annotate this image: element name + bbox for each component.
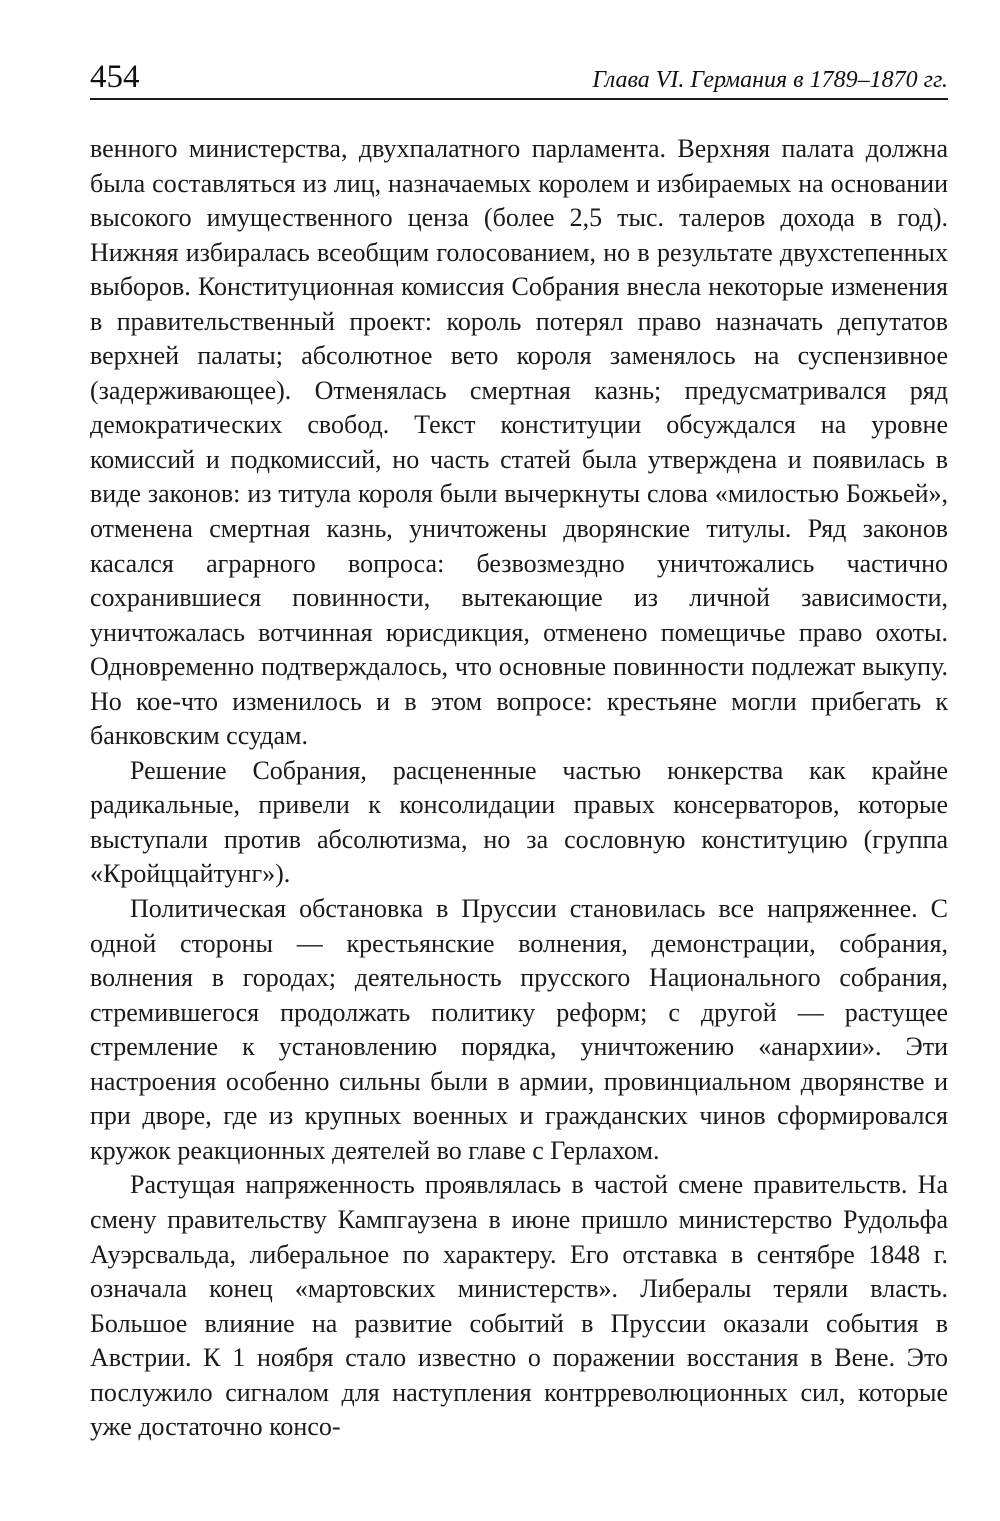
body-text bbox=[90, 132, 948, 1445]
paragraph-4: Растущая напряженность проявлялась в частой смене правительств. На смену правительству Кампгаузена в июне пришло министерство Рудольфа Ауэрсвальда, либеральное по характеру. Его отставка в сентябре 1848 г. означала конец «мартовских министерств». Либералы теряли власть. Большое влияние на развитие событий в Пруссии оказали события в Австрии. К 1 ноября стало известно о поражении восстания в Вене. Это послужило сигналом для наступления контрреволюционных сил, которые уже достаточно консо- bbox=[90, 1170, 948, 1442]
paragraph-1: венного министерства, двухпалатного парламента. Верхняя палата должна была составляться из лиц, назначаемых королем и избираемых на основании высокого имущественного ценза (более 2,5 тыс. талеров дохода в год). Нижняя избиралась всеобщим голосованием, но в результате двухстепенных выборов. Конституционная комиссия Собрания внесла некоторые изменения в правительственный проект: король потерял право назначать депутатов верхней палаты; абсолютное вето короля заменялось на суспензивное (задерживающее). Отменялась смертная казнь; предусматривался ряд демократических свобод. Текст конституции обсуждался на уровне комиссий и подкомиссий, но часть статей была утверждена и появилась в виде законов: из титула короля были вычеркнуты слова «милостью Божьей», отменена смертная казнь, уничтожены дворянские титулы. Ряд законов касался аграрного вопроса: безвозмездно уничтожались частично сохранившиеся повинности, вытекающие из личной зависимости, уничтожалась вотчинная юрисдикция, отменено помещичье право охоты. Одновременно подтверждалось, что основные повинности подлежат выкупу. Но кое-что изменилось и в этом вопросе: крестьяне могли прибегать к банковским ссудам. bbox=[90, 134, 948, 751]
page-number: 454 bbox=[90, 59, 140, 95]
paragraph-3: Политическая обстановка в Пруссии становилась все напряженнее. С одной стороны — крестьянские волнения, демонстрации, собрания, волнения в городах; деятельность прусского Национального собрания, стремившегося продолжать политику реформ; с другой — растущее стремление к установлению порядка, уничтожению «анархии». Эти настроения особенно сильны были в армии, провинциальном дворянстве и при дворе, где из крупных военных и гражданских чинов сформировался кружок реакционных деятелей во главе с Герлахом. bbox=[90, 894, 948, 1165]
page-header bbox=[90, 58, 948, 100]
running-head: Глава VI. Германия в 1789–1870 гг. bbox=[592, 67, 948, 93]
paragraph-2: Решение Собрания, расцененные частью юнкерства как крайне радикальные, привели к консолидации правых консерваторов, которые выступали против абсолютизма, но за сословную конституцию (группа «Кройццайтунг»). bbox=[90, 755, 948, 889]
